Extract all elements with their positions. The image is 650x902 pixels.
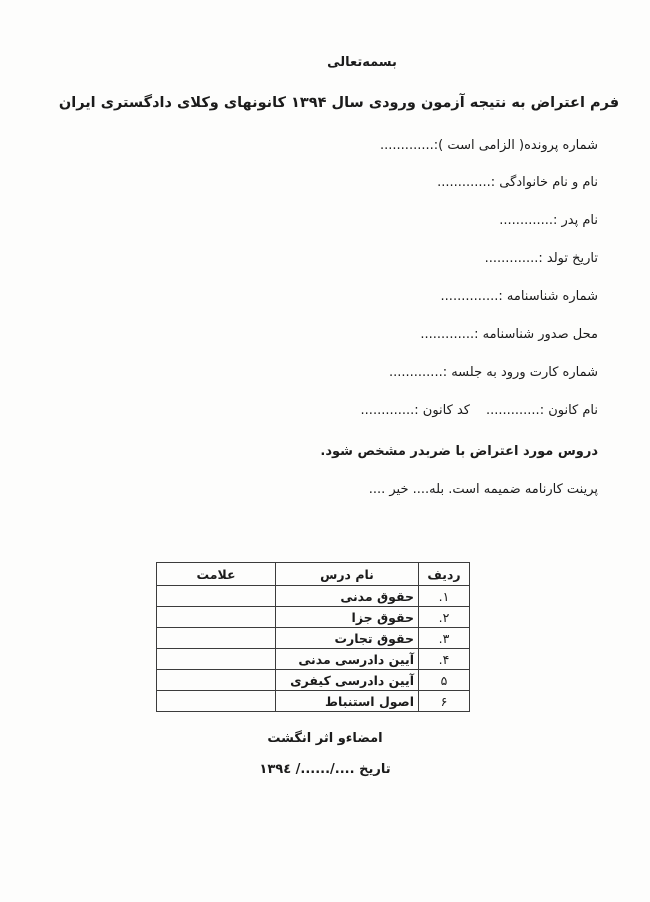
table-row: [157, 586, 470, 607]
note-mark-instruction: دروس مورد اعتراض با ضربدر مشخص شود.: [320, 444, 598, 459]
table-header-row: [157, 563, 470, 586]
table-row: [157, 607, 470, 628]
header-mark: علامت: [157, 563, 276, 586]
mark-cell: [157, 628, 276, 649]
header-course-name: نام درس: [276, 563, 419, 586]
course-name: اصول استنباط: [276, 691, 419, 712]
field-bar-code: کد کانون :.............: [360, 403, 470, 418]
table-row: [157, 691, 470, 712]
course-name: آیین دادرسی کیفری: [276, 670, 419, 691]
course-name: حقوق تجارت: [276, 628, 419, 649]
mark-cell: [157, 691, 276, 712]
form-title: فرم اعتراض به نتیجه آزمون ورودی سال ۱۳۹۴ کانونهای وکلای دادگستری ایران: [58, 95, 620, 111]
field-father-name: نام پدر :.............: [499, 213, 598, 228]
mark-cell: [157, 649, 276, 670]
table-row: [157, 670, 470, 691]
date-line: تاریخ ..../....../ ١٣٩٤: [259, 762, 391, 777]
row-number: ۴.: [419, 649, 470, 670]
table-row: [157, 649, 470, 670]
row-number: ۶: [419, 691, 470, 712]
courses-table: [156, 562, 470, 712]
field-bar-association-row: [361, 403, 598, 418]
course-name: حقوق جزا: [276, 607, 419, 628]
course-name: حقوق مدنی: [276, 586, 419, 607]
row-number: ۵: [419, 670, 470, 691]
signature-fingerprint-label: امضاءو اثر انگشت: [267, 731, 383, 746]
course-name: آیین دادرسی مدنی: [276, 649, 419, 670]
field-full-name: نام و نام خانوادگی :.............: [437, 175, 598, 190]
row-number: ۲.: [419, 607, 470, 628]
mark-cell: [157, 607, 276, 628]
row-number: ۳.: [419, 628, 470, 649]
field-id-issue-place: محل صدور شناسنامه :.............: [420, 327, 598, 342]
header-row-number: ردیف: [419, 563, 470, 586]
mark-cell: [157, 586, 276, 607]
field-bar-name: نام کانون :.............: [485, 403, 598, 418]
field-exam-card-number: شماره کارت ورود به جلسه :.............: [388, 365, 598, 380]
field-birth-date: تاریخ تولد :.............: [484, 251, 598, 266]
field-case-number: شماره پرونده( الزامی است ):.............: [380, 138, 598, 153]
row-number: ۱.: [419, 586, 470, 607]
mark-cell: [157, 670, 276, 691]
note-transcript-attached: پرینت کارنامه ضمیمه است. بله.... خیر ....: [368, 482, 598, 497]
table-row: [157, 628, 470, 649]
bismillah-heading: بسمه‌تعالی: [327, 55, 397, 70]
field-id-number: شماره شناسنامه :..............: [440, 289, 598, 304]
